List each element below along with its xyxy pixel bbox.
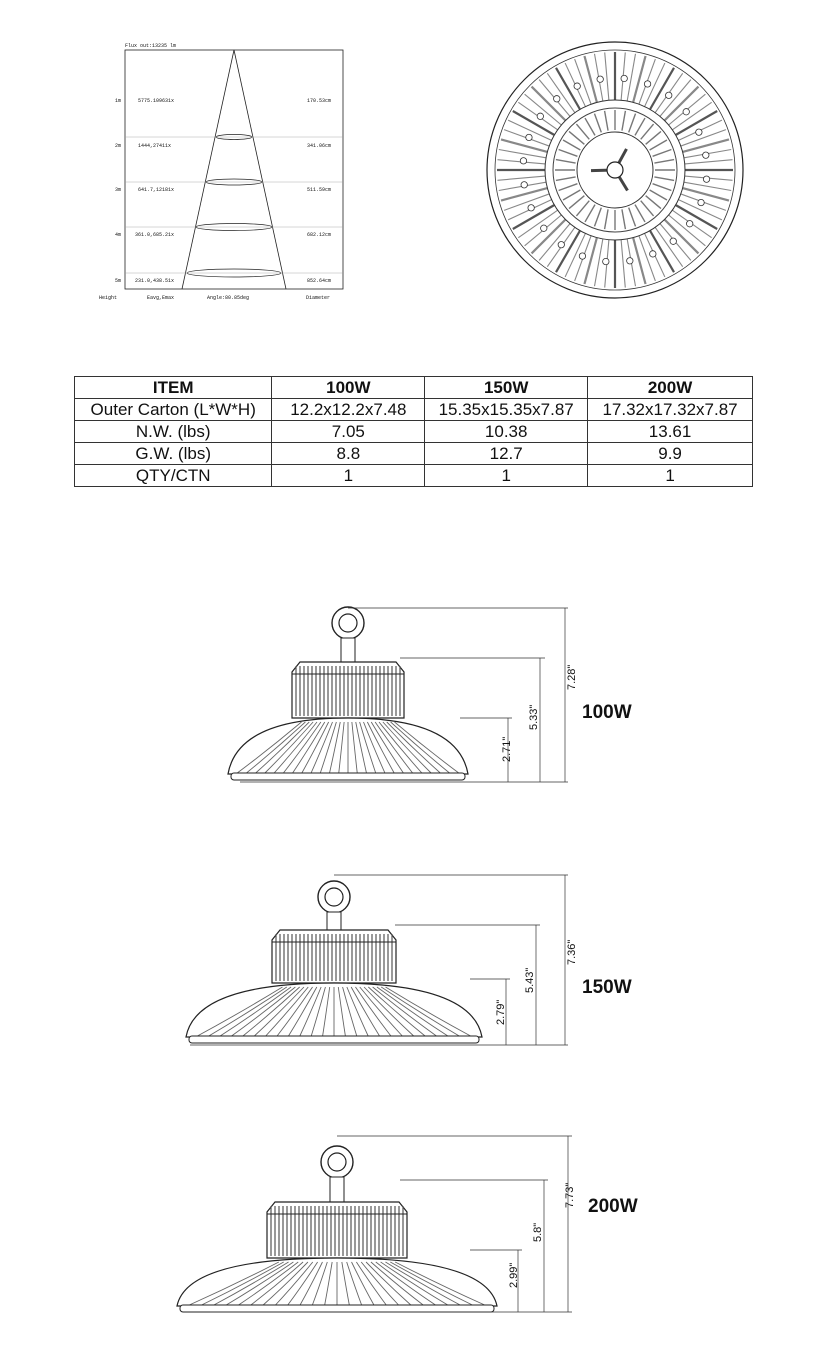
table-cell: 12.7 (425, 443, 588, 465)
header-200w: 200W (588, 377, 753, 399)
svg-text:5.33": 5.33" (528, 704, 540, 730)
row-label: N.W. (lbs) (75, 421, 272, 443)
svg-text:5775.109631x: 5775.109631x (138, 98, 175, 104)
side-view-200w (177, 1136, 638, 1312)
svg-text:2.99": 2.99" (508, 1262, 520, 1288)
svg-text:341.06cm: 341.06cm (307, 143, 332, 149)
svg-text:Diameter: Diameter (306, 295, 331, 301)
svg-text:170.53cm: 170.53cm (307, 98, 332, 104)
svg-text:682.12cm: 682.12cm (307, 232, 332, 238)
table-cell: 10.38 (425, 421, 588, 443)
table-cell: 15.35x15.35x7.87 (425, 399, 588, 421)
svg-text:5m: 5m (115, 278, 122, 284)
table-cell: 1 (588, 465, 753, 487)
table-cell: 7.05 (272, 421, 425, 443)
fixture-side-views (0, 590, 825, 1350)
svg-text:2.71": 2.71" (501, 736, 513, 762)
header-150w: 150W (425, 377, 588, 399)
table-cell: 8.8 (272, 443, 425, 465)
row-label: G.W. (lbs) (75, 443, 272, 465)
light-distribution-diagram (95, 38, 345, 303)
table-cell: 17.32x17.32x7.87 (588, 399, 753, 421)
svg-text:2.79": 2.79" (495, 999, 507, 1025)
table-header-row (75, 377, 753, 399)
distribution-row-4m (115, 232, 331, 238)
table-cell: 9.9 (588, 443, 753, 465)
table-cell: 12.2x12.2x7.48 (272, 399, 425, 421)
svg-text:Angle:80.85deg: Angle:80.85deg (207, 295, 250, 301)
table-cell: 13.61 (588, 421, 753, 443)
table-row (75, 399, 753, 421)
model-label-150w: 150W (582, 977, 632, 998)
distribution-footer (99, 295, 330, 301)
model-label-100w: 100W (582, 702, 632, 723)
diagram-frame (125, 50, 343, 289)
distribution-row-2m (115, 143, 331, 149)
flux-label: Flux out:13235 lm (125, 43, 177, 49)
header-100w: 100W (272, 377, 425, 399)
svg-text:Eavg,Emax: Eavg,Emax (147, 295, 175, 301)
svg-text:1m: 1m (115, 98, 122, 104)
svg-text:231.0,438.51x: 231.0,438.51x (135, 278, 175, 284)
svg-text:641.7,12181x: 641.7,12181x (138, 187, 175, 193)
distribution-row-5m (115, 278, 331, 284)
svg-text:3m: 3m (115, 187, 122, 193)
svg-text:511.59cm: 511.59cm (307, 187, 332, 193)
table-cell: 1 (272, 465, 425, 487)
packing-spec-table (74, 376, 753, 487)
hanging-hook-top (607, 162, 623, 178)
beam-right-edge (234, 50, 286, 289)
fixture-top-view (476, 38, 754, 303)
side-view-150w (186, 875, 632, 1045)
distribution-row-3m (115, 187, 331, 193)
table-row (75, 421, 753, 443)
table-cell: 1 (425, 465, 588, 487)
beam-left-edge (182, 50, 234, 289)
table-row (75, 465, 753, 487)
row-label: QTY/CTN (75, 465, 272, 487)
svg-text:7.73": 7.73" (564, 1182, 576, 1208)
svg-text:1444,27411x: 1444,27411x (138, 143, 172, 149)
table-row (75, 443, 753, 465)
svg-text:361.0,685.21x: 361.0,685.21x (135, 232, 175, 238)
side-view-100w (228, 607, 632, 782)
svg-text:7.36": 7.36" (566, 939, 578, 965)
model-label-200w: 200W (588, 1196, 638, 1217)
svg-text:5.8": 5.8" (532, 1222, 544, 1242)
svg-text:852.64cm: 852.64cm (307, 278, 332, 284)
svg-text:7.28": 7.28" (566, 664, 578, 690)
header-item: ITEM (75, 377, 272, 399)
svg-text:5.43": 5.43" (524, 967, 536, 993)
svg-text:2m: 2m (115, 143, 122, 149)
row-label: Outer Carton (L*W*H) (75, 399, 272, 421)
svg-text:Height: Height (99, 295, 118, 301)
svg-text:4m: 4m (115, 232, 122, 238)
